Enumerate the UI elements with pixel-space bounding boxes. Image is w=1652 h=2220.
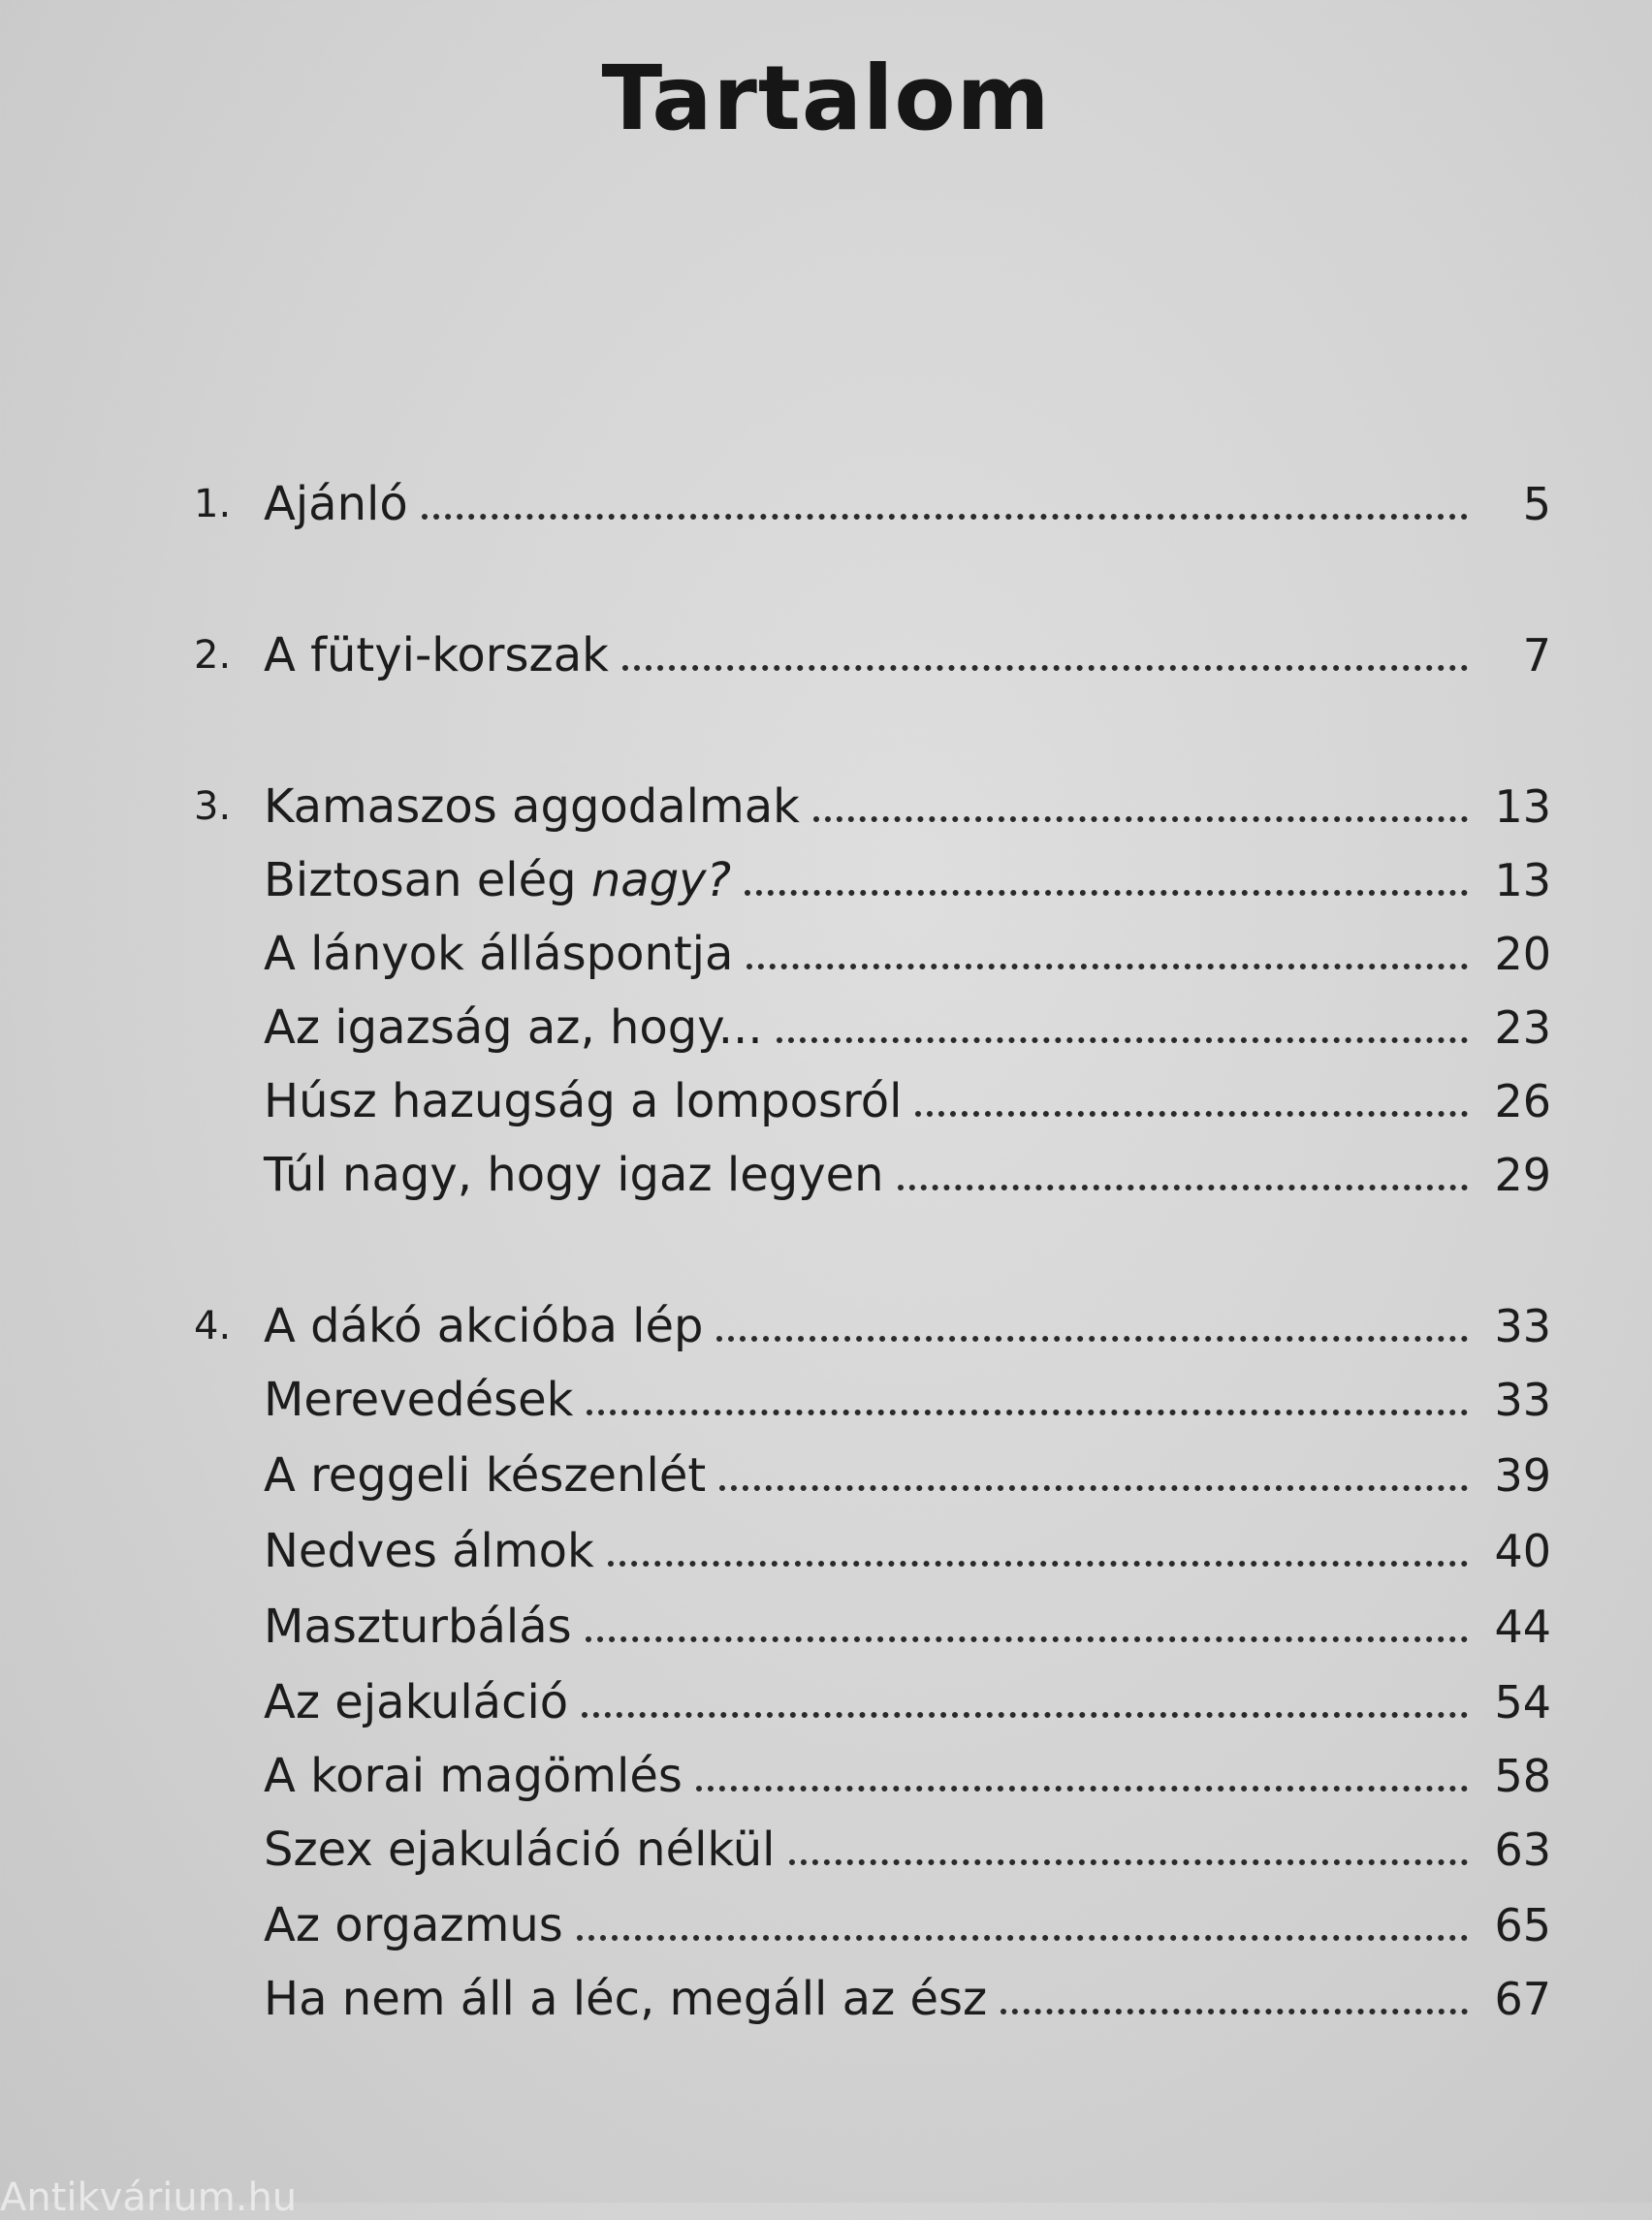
dot-leader: [745, 890, 1468, 896]
entry-title: Nedves álmok: [264, 1524, 594, 1578]
page-number: 40: [1494, 1525, 1551, 1577]
entry-title: Biztosan elég nagy?: [264, 853, 732, 907]
toc-subentry: [194, 997, 1551, 1059]
page-number: 58: [1494, 1750, 1551, 1802]
entry-title: A lányok álláspontja: [264, 927, 734, 981]
page-number: 5: [1522, 478, 1551, 530]
chapter-number: 3.: [194, 784, 232, 829]
page-number: 44: [1494, 1601, 1551, 1653]
entry-title: A korai magömlés: [264, 1749, 683, 1803]
dot-leader: [898, 1185, 1468, 1190]
toc-subentry: [194, 1671, 1551, 1733]
toc-entry: [194, 473, 1551, 535]
entry-title: A dákó akcióba lép: [264, 1299, 704, 1353]
toc-entry: [194, 1295, 1551, 1357]
dot-leader: [716, 1336, 1468, 1342]
page-number: 13: [1494, 780, 1551, 833]
toc-entry: [194, 624, 1551, 686]
dot-leader: [586, 1636, 1468, 1642]
dot-leader: [915, 1111, 1468, 1117]
toc-subentry: [194, 1819, 1551, 1881]
dot-leader: [747, 964, 1468, 969]
toc-subentry: [194, 1894, 1551, 1956]
entry-title: Az igazság az, hogy...: [264, 1000, 763, 1055]
entry-title: Szex ejakuláció nélkül: [264, 1823, 776, 1877]
dot-leader: [577, 1935, 1468, 1941]
page-title: Tartalom: [601, 47, 1051, 150]
dot-leader: [1001, 2009, 1468, 2014]
page-number: 33: [1494, 1374, 1551, 1426]
page-number: 54: [1494, 1676, 1551, 1728]
entry-title: Merevedések: [264, 1373, 574, 1427]
entry-title: Az orgazmus: [264, 1898, 563, 1952]
dot-leader: [696, 1786, 1468, 1792]
dot-leader: [813, 816, 1468, 822]
entry-title: Az ejakuláció: [264, 1675, 569, 1729]
toc-subentry: [194, 1968, 1551, 2030]
entry-title: A fütyi-korszak: [264, 628, 609, 682]
page-number: 20: [1494, 928, 1551, 980]
toc-subentry: [194, 1070, 1551, 1132]
toc-subentry: [194, 1144, 1551, 1206]
dot-leader: [422, 514, 1468, 520]
toc-subentry: [194, 1596, 1551, 1658]
entry-title: Kamaszos aggodalmak: [264, 779, 800, 834]
entry-title: Túl nagy, hogy igaz legyen: [264, 1148, 884, 1202]
toc-entry: [194, 776, 1551, 838]
dot-leader: [622, 665, 1468, 671]
entry-title-italic: nagy?: [590, 853, 732, 907]
watermark: Antikvárium.hu: [0, 2175, 298, 2220]
page-number: 26: [1494, 1075, 1551, 1127]
entry-title: Ajánló: [264, 477, 408, 531]
dot-leader: [719, 1485, 1468, 1491]
entry-title: Húsz hazugság a lomposról: [264, 1074, 903, 1128]
entry-title: Ha nem áll a léc, megáll az ész: [264, 1972, 988, 2026]
chapter-number: 2.: [194, 633, 232, 678]
toc-subentry: [194, 1745, 1551, 1807]
toc-subentry: [194, 1520, 1551, 1582]
page-number: 63: [1494, 1824, 1551, 1876]
dot-leader: [789, 1859, 1468, 1865]
page-number: 39: [1494, 1449, 1551, 1502]
toc-subentry: [194, 1444, 1551, 1506]
page-number: 65: [1494, 1899, 1551, 1951]
page-number: 7: [1522, 629, 1551, 682]
toc-subentry: [194, 923, 1551, 985]
dot-leader: [587, 1410, 1468, 1415]
page-number: 29: [1494, 1149, 1551, 1201]
chapter-number: 4.: [194, 1304, 232, 1348]
page-number: 67: [1494, 1973, 1551, 2025]
page-number: 13: [1494, 854, 1551, 906]
page-number: 33: [1494, 1300, 1551, 1352]
dot-leader: [608, 1561, 1468, 1567]
dot-leader: [777, 1037, 1468, 1043]
entry-title: Maszturbálás: [264, 1600, 572, 1654]
entry-title: A reggeli készenlét: [264, 1448, 707, 1503]
chapter-number: 1.: [194, 482, 232, 526]
dot-leader: [582, 1712, 1468, 1718]
page-number: 23: [1494, 1001, 1551, 1054]
toc-subentry: [194, 849, 1551, 911]
toc-subentry: [194, 1369, 1551, 1431]
